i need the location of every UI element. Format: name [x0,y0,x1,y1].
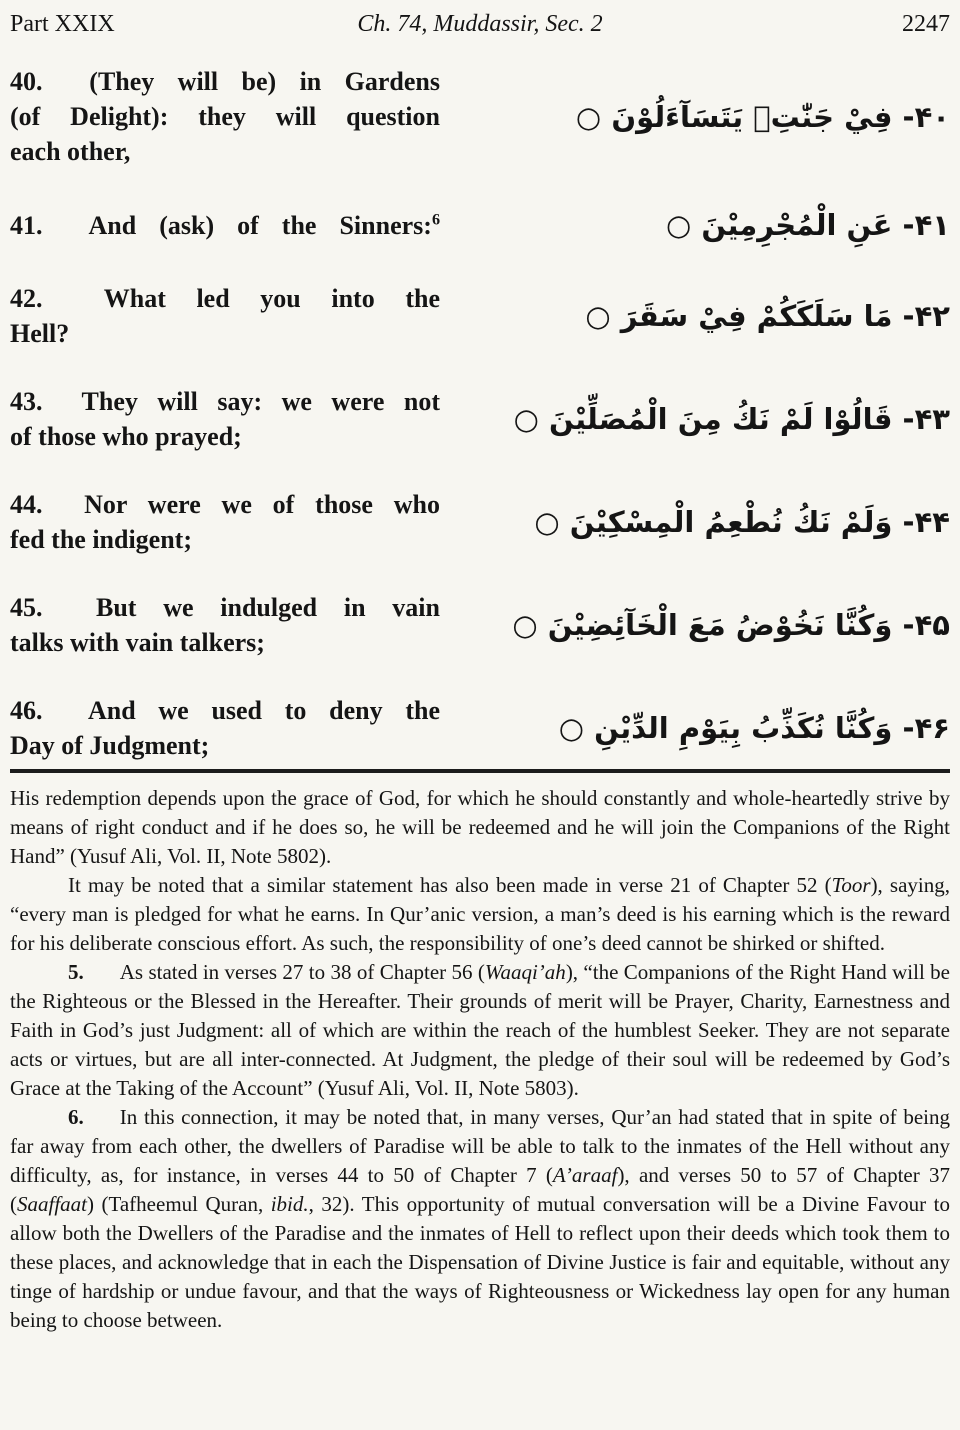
verse-40-arabic: ۴۰- فِيْ جَنّٰتِۭ يَتَسَآءَلُوْنَ ○ [575,99,950,134]
verse-text-line: 45. But we indulged in vain [10,593,440,622]
verse-text-line: 43. They will say: we were not [10,387,440,416]
header-chapter-title: Ch. 74, Muddassir, Sec. 2 [357,11,603,37]
verse-45-english [10,590,440,660]
verse-43-english [10,384,440,454]
verse-row-41 [10,202,950,248]
footnote-paragraph: It may be noted that a similar statement has also been made in verse 21 of Chapter 52 (Toor), saying, “every man is pledged for what he earns. In Qur’anic version, a man’s deed is his earning which is the reward for his deliberate conscious effort. As such, the responsibility of one’s deed cannot be shirked or shifted. [10,873,950,955]
verse-text-line: of those who prayed; [10,422,242,451]
footnote-note-5: 5. As stated in verses 27 to 38 of Chapter 56 (Waaqi’ah), “the Companions of the Right Hand will be the Righteous or the Blessed in the Hereafter. Their grounds of merit will be Prayer, Charity, Earnestness and Faith in God’s just Judgment: all of which are within the reach of the humblest Seeker. They are not separate acts or virtues, but are all inter-connected. At Judgment, the pledge of their soul will be redeemed by God’s Grace at the Taking of the Account” (Yusuf Ali, Vol. II, Note 5803). [10,960,950,1100]
verse-43-arabic: ۴۳- قَالُوْا لَمْ نَكُ مِنَ الْمُصَلِّيْنَ ○ [513,402,950,436]
verse-text-line: talks with vain talkers; [10,628,265,657]
verse-text-line: (of Delight): they will question [10,102,440,131]
footnotes-section [10,784,950,1335]
verse-row-42 [10,281,950,351]
verse-45-arabic: ۴۵- وَكُنَّا نَخُوْضُ مَعَ الْخَآئِضِيْنَ ○ [512,608,950,642]
verses-section [10,64,950,763]
verse-text-line: 40. (They will be) in Gardens [10,67,440,96]
footnote-note-6: 6. In this connection, it may be noted that, in many verses, Qur’an had stated that in spite of being far away from each other, the dwellers of Paradise will be able to talk to the inmates of the Hell without any difficulty, as, for instance, in verses 44 to 50 of Chapter 7 (A’araaf), and verses 50 to 57 of Chapter 37 (Saaffaat) (Tafheemul Quran, ibid., 32). This opportunity of mutual conversation will be a Divine Favour to allow both the Dwellers of the Paradise and the inmates of Hell to reflect upon their deeds which took them to these places, and acknowledge that in each the Dispensation of Divine Justice is fair and equitable, without any tinge of hardship or undue favour, and that the ways of Righteousness or Wickedness lay open for any human being to choose between. [10,1105,950,1332]
verse-41-arabic: ۴۱- عَنِ الْمُجْرِمِيْنَ ○ [665,208,950,242]
verse-text-line: 41. And (ask) of the Sinners:$^6$ [10,210,440,240]
verse-44-english [10,487,440,557]
verse-text-line: Day of Judgment; [10,731,210,760]
footnote-continuation-paragraph: His redemption depends upon the grace of God, for which he should constantly and whole-heartedly strive by means of right conduct and if he does so, he will be redeemed and he will join the Companions of the Right Hand” (Yusuf Ali, Vol. II, Note 5802). [10,786,950,868]
verse-text-line: fed the indigent; [10,525,192,554]
verse-44-arabic: ۴۴- وَلَمْ نَكُ نُطْعِمُ الْمِسْكِيْنَ ○ [534,505,950,539]
verse-46-arabic: ۴۶- وَكُنَّا نُكَذِّبُ بِيَوْمِ الدِّيْنِ ○ [558,711,950,745]
header-part-label: Part XXIX [10,11,115,37]
verse-text-line: 44. Nor were we of those who [10,490,440,519]
verse-row-46 [10,693,950,763]
page-header [10,10,950,38]
verse-row-43 [10,384,950,454]
verse-row-45 [10,590,950,660]
verse-40-english [10,64,440,169]
verse-41-english [10,208,440,243]
verse-text-line: each other, [10,137,131,166]
verse-row-40 [10,64,950,169]
verse-row-44 [10,487,950,557]
verse-42-english [10,281,440,351]
verse-text-line: 42. What led you into the [10,284,440,313]
verse-text-line: Hell? [10,319,70,348]
verse-42-arabic: ۴۲- مَا سَلَكَكُمْ فِيْ سَقَرَ ○ [585,299,950,333]
section-divider [10,769,950,773]
verse-text-line: 46. And we used to deny the [10,696,440,725]
verse-46-english [10,693,440,763]
header-page-number: 2247 [902,11,950,37]
